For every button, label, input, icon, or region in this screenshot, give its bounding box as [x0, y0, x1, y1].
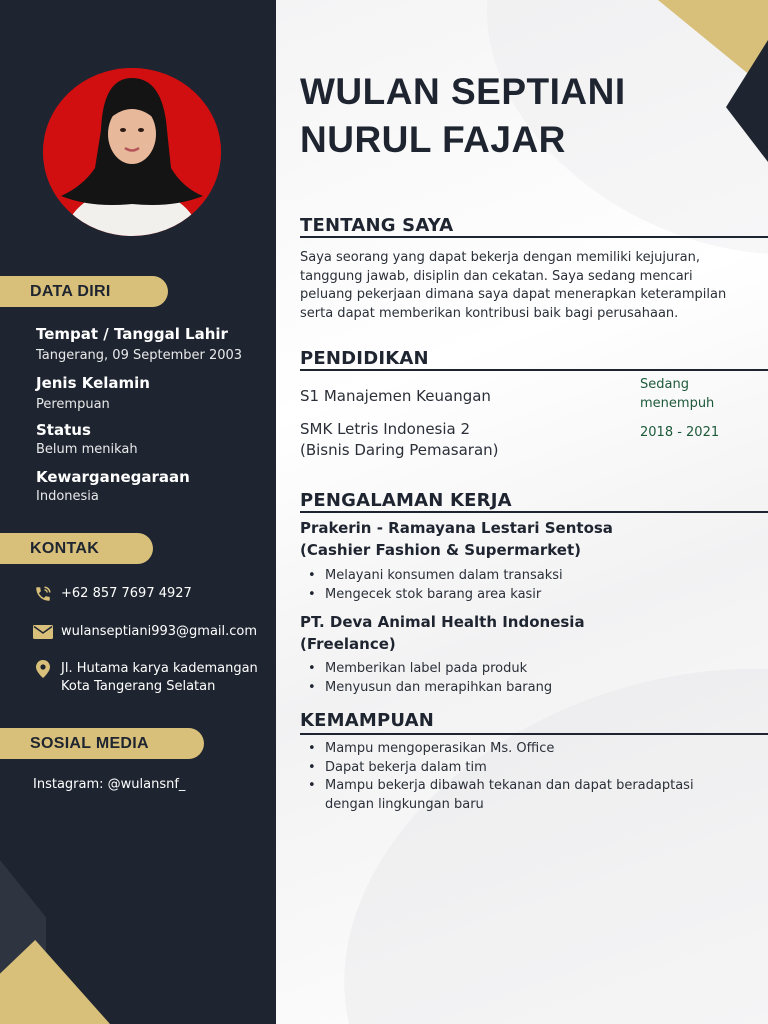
kontak-heading: KONTAK — [0, 533, 153, 564]
job-1-title-line-1: Prakerin - Ramayana Lestari Sentosa — [300, 519, 613, 537]
contact-email — [33, 623, 257, 641]
gender-label: Jenis Kelamin — [36, 374, 150, 392]
job-1-tasks — [306, 567, 563, 604]
sosial-media-heading: SOSIAL MEDIA — [0, 728, 204, 759]
birth-label: Tempat / Tanggal Lahir — [36, 325, 228, 343]
list-item: • Menyusun dan merapihkan barang — [306, 679, 552, 698]
phone-icon — [33, 585, 53, 603]
full-name — [300, 68, 626, 164]
status-label: Status — [36, 421, 91, 439]
status-info — [36, 421, 138, 458]
section-divider — [300, 369, 768, 371]
name-line-1: WULAN SEPTIANI — [300, 71, 626, 112]
education-item-2 — [300, 419, 499, 461]
education-school-line-2: (Bisnis Daring Pemasaran) — [300, 441, 499, 459]
about-text: Saya seorang yang dapat bekerja dengan memiliki kejujuran, tanggung jawab, disiplin dan cekatan. Saya sedang mencari peluang pekerjaan dimana saya dapat menerapkan keterampilan serta dapat memberikan kontribusi baik bagi perusahaan. — [300, 250, 727, 321]
instagram-handle[interactable]: Instagram: @wulansnf_ — [33, 777, 186, 792]
skills-list — [306, 740, 694, 814]
education-heading: PENDIDIKAN — [300, 348, 429, 369]
citizenship-info — [36, 468, 190, 505]
list-item: • Mampu mengoperasikan Ms. Office — [306, 740, 694, 759]
phone-number[interactable]: +62 857 7697 4927 — [61, 586, 192, 601]
education-status-line-1: Sedang — [640, 377, 689, 392]
profile-photo — [43, 68, 221, 236]
job-2-tasks — [306, 660, 552, 697]
experience-heading: PENGALAMAN KERJA — [300, 490, 512, 511]
name-line-2: NURUL FAJAR — [300, 119, 566, 160]
list-item: • Melayani konsumen dalam transaksi — [306, 567, 563, 586]
job-2-title-line-1: PT. Deva Animal Health Indonesia — [300, 613, 585, 631]
contact-phone — [33, 585, 192, 603]
education-item-1: S1 Manajemen Keuangan — [300, 387, 491, 405]
data-diri-heading: DATA DIRI — [0, 276, 168, 307]
sidebar — [0, 0, 276, 1024]
list-item-continuation — [306, 796, 694, 815]
citizenship-label: Kewarganegaraan — [36, 468, 190, 486]
skills-heading: KEMAMPUAN — [300, 710, 435, 731]
education-status-line-2: menempuh — [640, 395, 715, 411]
list-item-continuation-text: dengan lingkungan baru — [325, 796, 484, 812]
section-divider — [300, 511, 768, 513]
education-item-1-status — [640, 376, 714, 413]
job-2-title — [300, 611, 585, 655]
contact-address — [33, 660, 258, 696]
education-school-line-1: SMK Letris Indonesia 2 — [300, 420, 471, 438]
address-text — [61, 660, 258, 696]
job-2-title-line-2: (Freelance) — [300, 635, 396, 653]
education-item-2-period: 2018 - 2021 — [640, 425, 720, 440]
birth-value: Tangerang, 09 September 2003 — [36, 348, 243, 363]
envelope-icon — [33, 623, 53, 641]
list-item: • Mampu bekerja dibawah tekanan dan dapat beradaptasi — [306, 777, 694, 796]
birth-info — [36, 325, 242, 364]
job-1-title-line-2: (Cashier Fashion & Supermarket) — [300, 541, 581, 559]
address-line-2: Kota Tangerang Selatan — [61, 679, 216, 694]
job-1-title — [300, 517, 613, 561]
list-item: • Mengecek stok barang area kasir — [306, 586, 563, 605]
section-divider — [300, 733, 768, 735]
list-item: • Dapat bekerja dalam tim — [306, 759, 694, 778]
address-line-1: Jl. Hutama karya kademangan — [61, 661, 258, 676]
list-item: • Memberikan label pada produk — [306, 660, 552, 679]
email-address[interactable]: wulanseptiani993@gmail.com — [61, 624, 258, 639]
citizenship-value: Indonesia — [36, 489, 99, 504]
about-heading: TENTANG SAYA — [300, 215, 454, 236]
section-divider — [300, 236, 768, 238]
gender-info — [36, 374, 150, 413]
gender-value: Perempuan — [36, 397, 110, 412]
status-value: Belum menikah — [36, 442, 138, 457]
location-pin-icon — [33, 660, 53, 678]
